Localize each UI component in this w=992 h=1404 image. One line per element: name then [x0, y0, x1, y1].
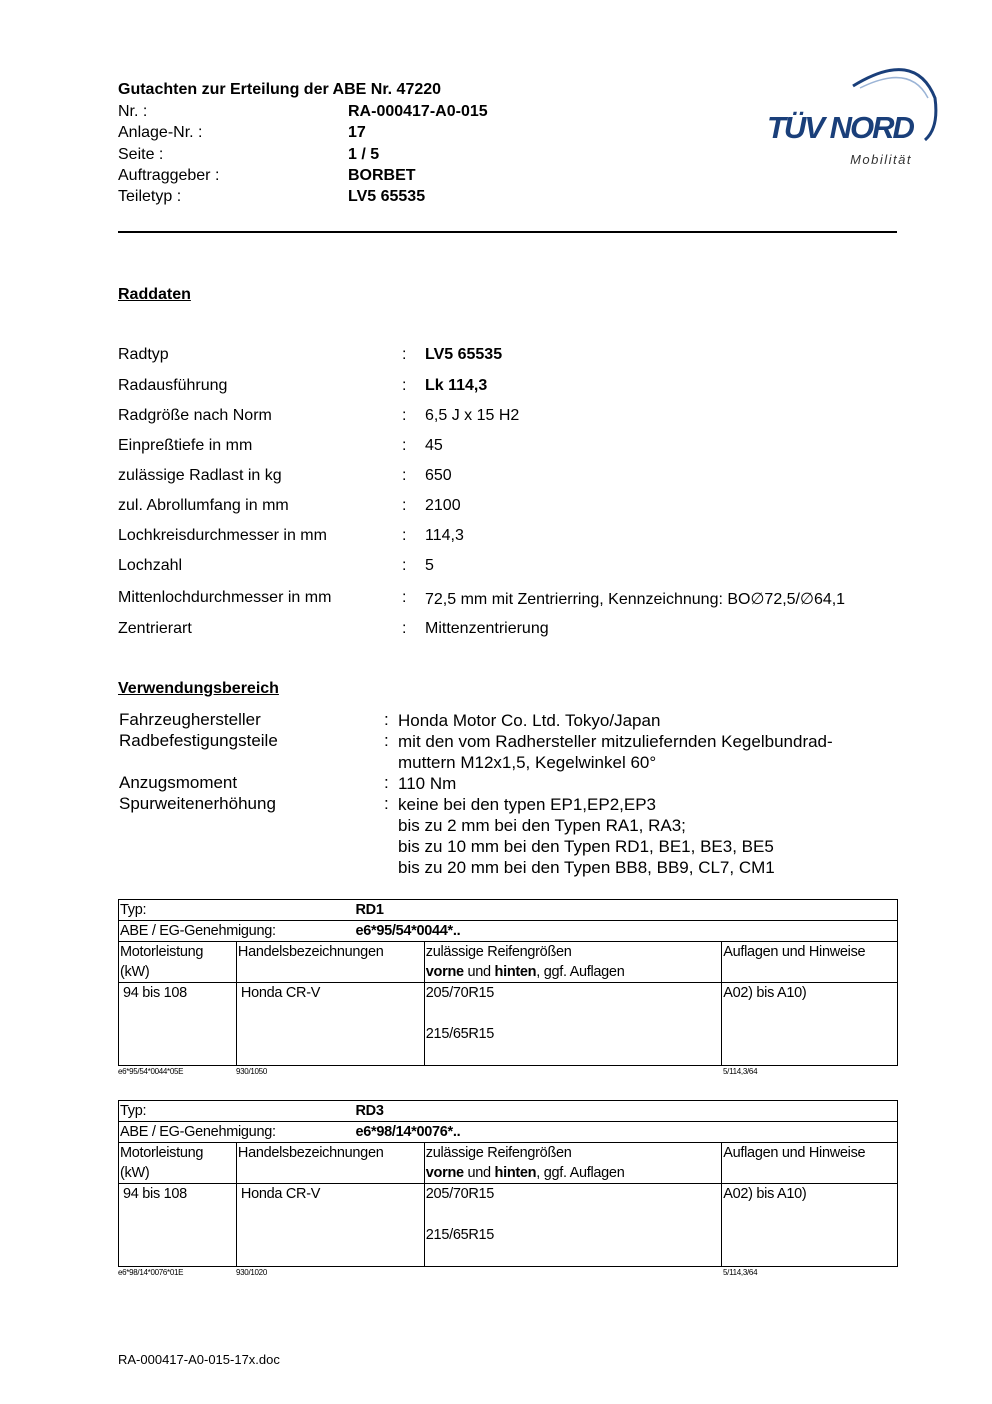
- verwendung-line: Honda Motor Co. Ltd. Tokyo/Japan: [398, 711, 661, 730]
- raddaten-heading: Raddaten: [118, 286, 191, 303]
- header-value: BORBET: [348, 167, 416, 184]
- verwendung-value: [398, 773, 456, 794]
- verwendung-line: bis zu 10 mm bei den Typen RD1, BE1, BE3, BE5: [398, 837, 774, 856]
- header-text: zulässige Reifengrößen: [425, 1145, 572, 1161]
- cell-motor: 94 bis 108: [119, 1184, 237, 1267]
- raddaten-colon: :: [402, 527, 407, 544]
- table-row: [119, 983, 898, 1066]
- raddaten-colon: :: [402, 437, 407, 454]
- table-header-row: [119, 942, 898, 983]
- table-footnote: 5/114,3/64: [723, 1268, 758, 1277]
- verwendung-colon: :: [384, 794, 389, 813]
- raddaten-label: Radtyp: [118, 346, 169, 363]
- abe-cell-rest: [424, 1122, 897, 1143]
- raddaten-label: Lochzahl: [118, 557, 183, 574]
- abe-value: e6*95/54*0044*..: [355, 923, 461, 939]
- header-auflagen: Auflagen und Hinweise: [722, 942, 898, 983]
- header-handel: Handelsbezeichnungen: [236, 942, 424, 983]
- raddaten-value: 45: [425, 437, 443, 454]
- verwendung-label: Radbefestigungsteile: [119, 731, 278, 750]
- reifen-line: 205/70R15: [425, 1186, 495, 1202]
- header-value: RA-000417-A0-015: [348, 103, 488, 120]
- verwendung-line: muttern M12x1,5, Kegelwinkel 60°: [398, 753, 657, 772]
- raddaten-label: Lochkreisdurchmesser in mm: [118, 527, 327, 544]
- typ-cell: [119, 1101, 425, 1122]
- raddaten-colon: :: [402, 620, 407, 637]
- verwendung-line: 110 Nm: [398, 774, 457, 793]
- footer-filename: RA-000417-A0-015-17x.doc: [118, 1352, 280, 1367]
- verwendung-line: mit den vom Radhersteller mitzuliefernden Kegelbundrad-: [398, 732, 833, 751]
- abe-value: e6*98/14*0076*..: [355, 1124, 461, 1140]
- typ-label: Typ:: [120, 902, 147, 918]
- header-text: Motorleistung: [120, 1145, 204, 1161]
- header-reifen: [424, 942, 721, 983]
- typ-label: Typ:: [120, 1103, 147, 1119]
- logo-brand: TÜV NORD: [767, 110, 913, 145]
- raddaten-value: Lk 114,3: [425, 377, 488, 394]
- table-row-typ: [119, 1101, 898, 1122]
- header-text: zulässige Reifengrößen: [425, 944, 572, 960]
- typ-value: RD3: [355, 1103, 384, 1119]
- header-label: Seite :: [118, 146, 164, 163]
- cell-auflagen: A02) bis A10): [722, 983, 898, 1066]
- typ-cell-rest: [424, 1101, 897, 1122]
- raddaten-value: 114,3: [425, 527, 464, 544]
- abe-cell: [119, 1122, 461, 1143]
- verwendung-line: bis zu 20 mm bei den Typen BB8, BB9, CL7, CM1: [398, 858, 775, 877]
- table-footnote: e6*98/14*0076*01E: [118, 1268, 184, 1277]
- header-bold: vorne: [425, 964, 464, 980]
- logo-arc-icon: [765, 58, 940, 173]
- raddaten-colon: :: [402, 557, 407, 574]
- tuv-nord-logo: [765, 58, 940, 173]
- verwendung-value: [398, 710, 660, 731]
- verwendung-label: Anzugsmoment: [119, 773, 238, 792]
- header-motor: [119, 1143, 237, 1184]
- raddaten-value: 6,5 J x 15 H2: [425, 407, 520, 424]
- reifen-line: 215/65R15: [425, 1026, 495, 1042]
- cell-handel: Honda CR-V: [236, 1184, 424, 1267]
- verwendung-label: Spurweitenerhöhung: [119, 794, 276, 813]
- cell-auflagen: A02) bis A10): [722, 1184, 898, 1267]
- typ-cell: [119, 900, 425, 921]
- header-value: LV5 65535: [348, 188, 426, 205]
- header-text: [426, 1163, 720, 1183]
- document-title: Gutachten zur Erteilung der ABE Nr. 47220: [118, 81, 442, 98]
- verwendungsbereich-heading: Verwendungsbereich: [118, 680, 279, 697]
- header-text-part: und: [463, 1165, 495, 1181]
- header-text-part: , ggf. Auflagen: [536, 1165, 625, 1181]
- header-text: (kW): [120, 1165, 150, 1181]
- header-text-part: , ggf. Auflagen: [536, 964, 625, 980]
- cell-reifen: [424, 1184, 721, 1267]
- raddaten-colon: :: [402, 589, 407, 606]
- raddaten-colon: :: [402, 497, 407, 514]
- raddaten-value: 5: [425, 557, 434, 574]
- raddaten-value: LV5 65535: [425, 346, 503, 363]
- abe-cell: [119, 921, 461, 942]
- table-row-abe: [119, 1122, 898, 1143]
- table-row-abe: [119, 921, 898, 942]
- header-divider: [118, 231, 897, 233]
- logo-subtitle: Mobilität: [850, 152, 912, 167]
- table-footnote: 930/1020: [236, 1268, 267, 1277]
- header-value: 17: [348, 124, 366, 141]
- header-motor: [119, 942, 237, 983]
- raddaten-value: 2100: [425, 497, 461, 514]
- header-text: Motorleistung: [120, 944, 204, 960]
- reifen-line: 215/65R15: [425, 1227, 495, 1243]
- verwendung-value: [398, 731, 833, 773]
- header-label: Auftraggeber :: [118, 167, 220, 184]
- raddaten-label: Radausführung: [118, 377, 228, 394]
- reifen-line: 205/70R15: [425, 985, 495, 1001]
- table-footnote: 930/1050: [236, 1067, 267, 1076]
- header-reifen: [424, 1143, 721, 1184]
- header-text: [426, 962, 720, 982]
- verwendung-colon: :: [384, 731, 389, 750]
- raddaten-label: Einpreßtiefe in mm: [118, 437, 253, 454]
- cell-motor: 94 bis 108: [119, 983, 237, 1066]
- raddaten-label: zulässige Radlast in kg: [118, 467, 282, 484]
- verwendung-line: bis zu 2 mm bei den Typen RA1, RA3;: [398, 816, 686, 835]
- abe-label: ABE / EG-Genehmigung:: [120, 923, 276, 939]
- raddaten-label: Zentrierart: [118, 620, 192, 637]
- raddaten-value: 650: [425, 467, 452, 484]
- raddaten-colon: :: [402, 377, 407, 394]
- header-label: Teiletyp :: [118, 188, 182, 205]
- table-row-typ: [119, 900, 898, 921]
- typ-table-rd3: [118, 1100, 898, 1267]
- typ-value: RD1: [355, 902, 384, 918]
- header-auflagen: Auflagen und Hinweise: [722, 1143, 898, 1184]
- header-handel: Handelsbezeichnungen: [236, 1143, 424, 1184]
- verwendung-colon: :: [384, 710, 389, 729]
- verwendung-label: Fahrzeughersteller: [119, 710, 261, 729]
- typ-table-rd1: [118, 899, 898, 1066]
- header-text: (kW): [120, 964, 150, 980]
- table-header-row: [119, 1143, 898, 1184]
- verwendung-value: [398, 794, 775, 878]
- verwendung-line: keine bei den typen EP1,EP2,EP3: [398, 795, 657, 814]
- abe-cell-rest: [424, 921, 897, 942]
- verwendung-colon: :: [384, 773, 389, 792]
- abe-label: ABE / EG-Genehmigung:: [120, 1124, 276, 1140]
- raddaten-value: Mittenzentrierung: [425, 620, 549, 637]
- header-label: Nr. :: [118, 103, 148, 120]
- header-label: Anlage-Nr. :: [118, 124, 203, 141]
- typ-cell-rest: [424, 900, 897, 921]
- cell-reifen: [424, 983, 721, 1066]
- header-bold: hinten: [494, 964, 537, 980]
- raddaten-colon: :: [402, 467, 407, 484]
- table-footnote: e6*95/54*0044*05E: [118, 1067, 184, 1076]
- raddaten-value: 72,5 mm mit Zentrierring, Kennzeichnung: BO∅72,5/∅64,1: [425, 591, 846, 608]
- header-text-part: und: [463, 964, 495, 980]
- raddaten-label: Radgröße nach Norm: [118, 407, 272, 424]
- header-bold: hinten: [494, 1165, 537, 1181]
- raddaten-label: Mittenlochdurchmesser in mm: [118, 589, 332, 606]
- table-row: [119, 1184, 898, 1267]
- cell-handel: Honda CR-V: [236, 983, 424, 1066]
- raddaten-colon: :: [402, 346, 407, 363]
- raddaten-colon: :: [402, 407, 407, 424]
- table-footnote: 5/114,3/64: [723, 1067, 758, 1076]
- raddaten-label: zul. Abrollumfang in mm: [118, 497, 289, 514]
- header-bold: vorne: [425, 1165, 464, 1181]
- header-value: 1 / 5: [348, 146, 380, 163]
